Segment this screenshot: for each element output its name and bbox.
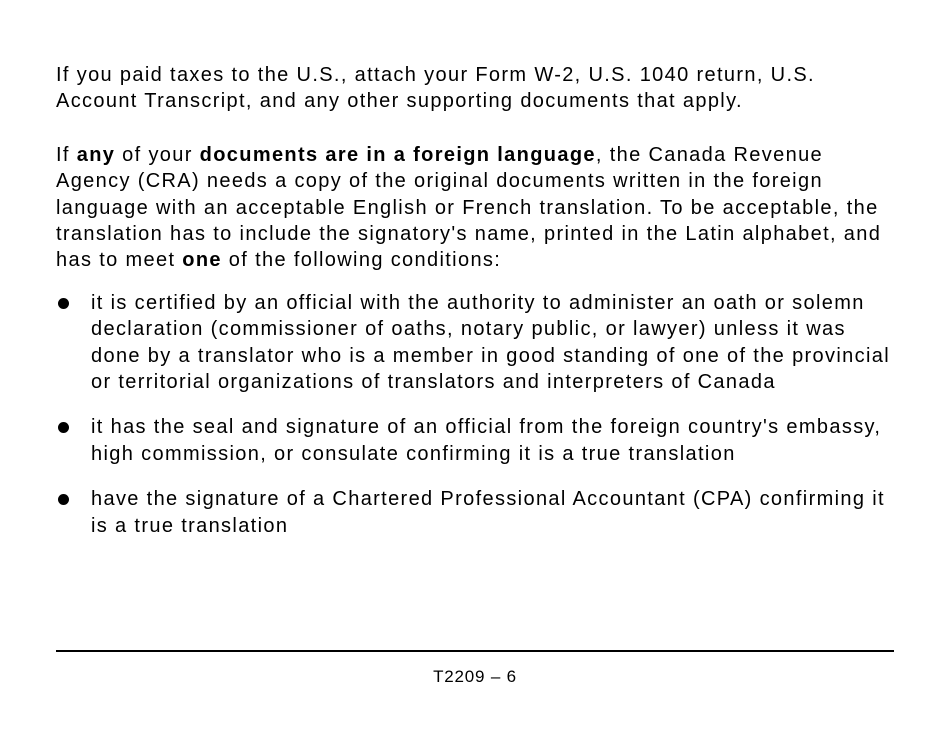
- list-item: [56, 290, 901, 396]
- footer-divider: [56, 650, 894, 652]
- paragraph-text-segment: If: [56, 143, 77, 166]
- condition-text: it has the seal and signature of an official from the foreign country's embassy, high commission, or consulate confirming it is a true translation: [91, 416, 882, 465]
- paragraph-foreign-language: [56, 142, 901, 274]
- condition-text: have the signature of a Chartered Professional Accountant (CPA) confirming it is a true translation: [91, 488, 885, 537]
- paragraph-text-segment: , the Canada Revenue Agency (CRA) needs a copy of the original documents written in the foreign language with an acceptable English or French translation. To be acceptable, the translation has to include the signatory's name, printed in the Latin alphabet, and has to meet: [56, 143, 882, 272]
- paragraph-text-segment: of your: [115, 143, 200, 166]
- list-item: [56, 486, 901, 539]
- conditions-list: [56, 290, 901, 539]
- page-number: T2209 – 6: [433, 667, 517, 686]
- emphasis-any: any: [76, 143, 116, 166]
- document-body: [56, 62, 901, 539]
- condition-text: it is certified by an official with the authority to administer an oath or solemn declaration (commissioner of oaths, notary public, or lawyer) unless it was done by a translator who is a member in good standing of one of the provincial or territorial organizations of translators and interpreters of Canada: [91, 291, 891, 394]
- list-item: [56, 414, 901, 467]
- paragraph-us-taxes: If you paid taxes to the U.S., attach your Form W-2, U.S. 1040 return, U.S. Account Transcript, and any other supporting documents that apply.: [56, 64, 815, 113]
- paragraph-text-segment: of the following conditions:: [221, 249, 502, 272]
- emphasis-foreign-language: documents are in a foreign language: [199, 143, 596, 166]
- bullet-icon: [58, 494, 69, 505]
- bullet-icon: [58, 298, 69, 309]
- emphasis-one: one: [182, 249, 222, 272]
- bullet-icon: [58, 422, 69, 433]
